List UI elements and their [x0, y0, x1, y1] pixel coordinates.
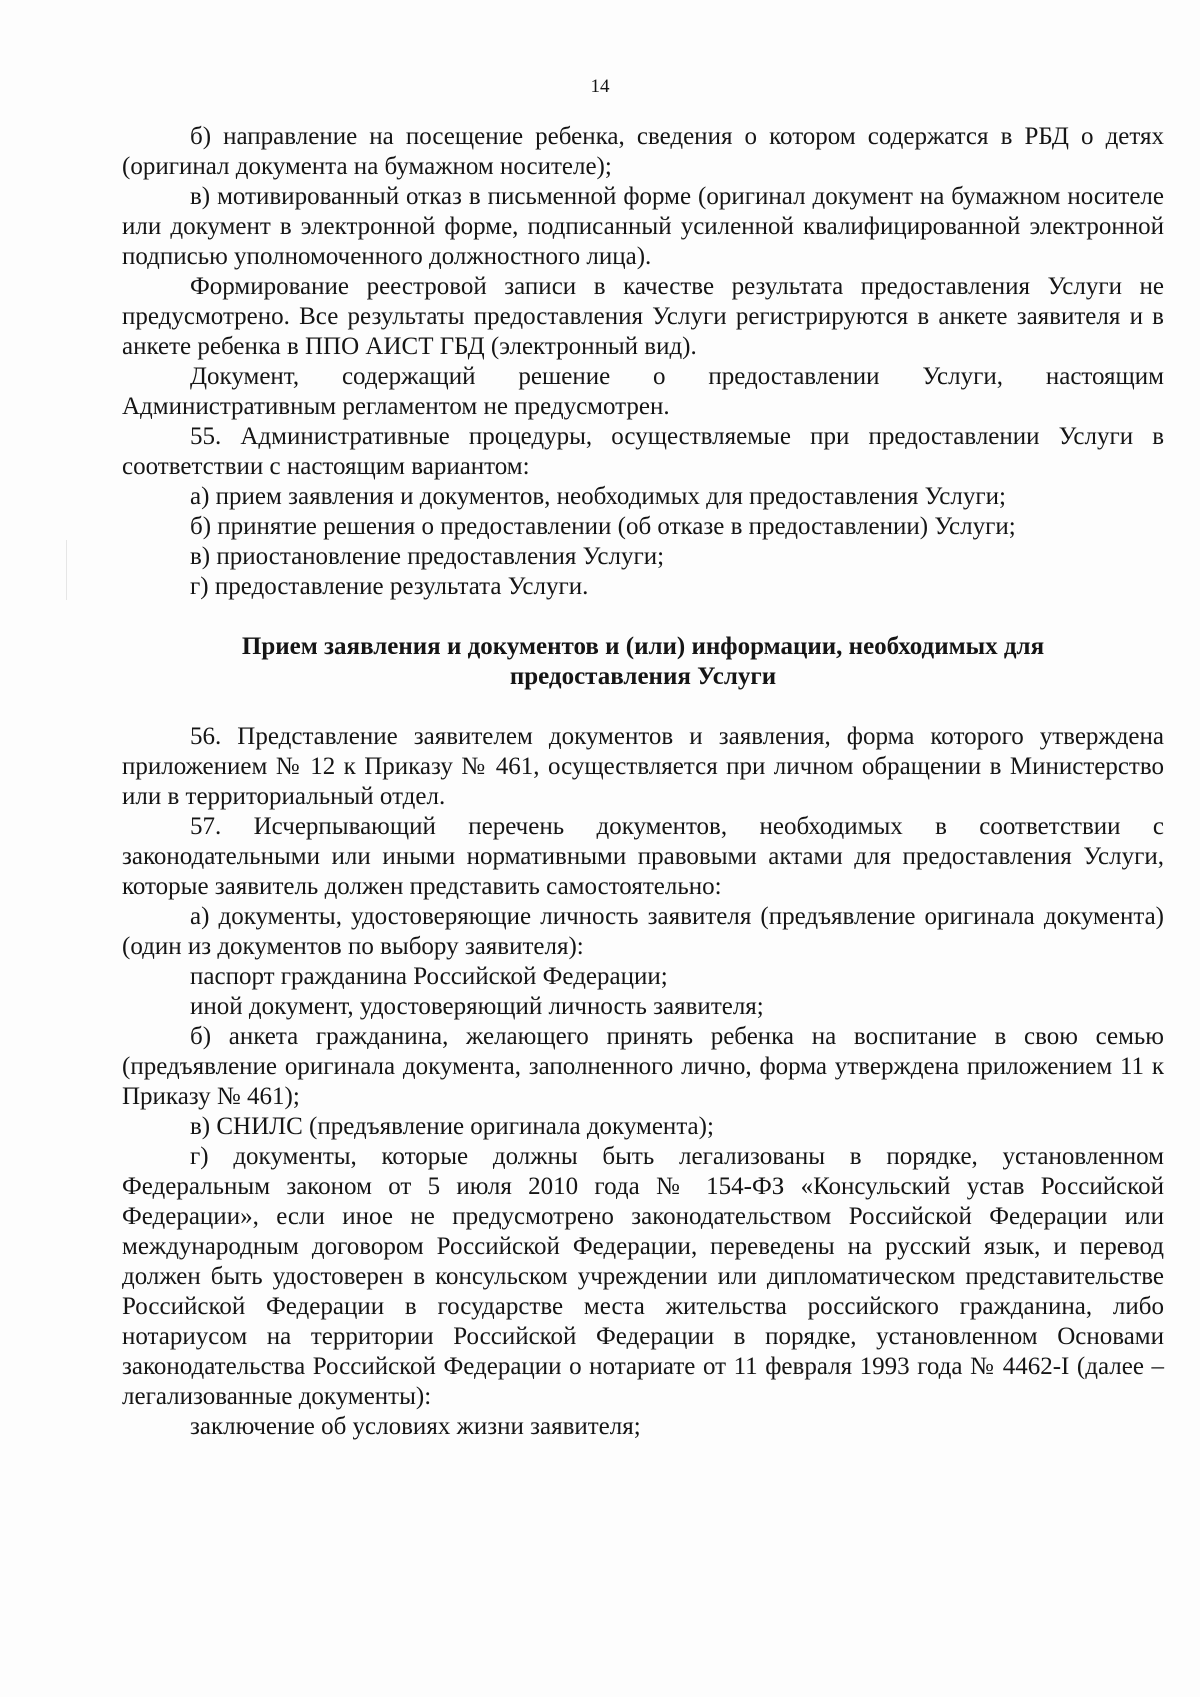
scan-margin-mark — [66, 540, 67, 600]
list-item-living-conditions: заключение об условиях жизни заявителя; — [190, 1413, 641, 1440]
spacer — [122, 602, 1164, 632]
paragraph-decision-document: Документ, содержащий решение о предоставлении Услуги, настоящим Административным регламентом не предусмотрен. — [122, 363, 1164, 420]
list-item-passport: паспорт гражданина Российской Федерации; — [190, 963, 668, 990]
list-item-other-identity-document: иной документ, удостоверяющий личность заявителя; — [190, 993, 764, 1020]
page-number: 14 — [590, 76, 610, 97]
list-item-g-legalized-documents: г) документы, которые должны быть легализованы в порядке, установленном Федеральным законом от 5 июля 2010 года № 154-ФЗ «Консульский устав Российской Федерации», если иное не предусмотрено законодательством Российской Федерации или международным договором Российской Федерации, переведены на русский язык, и перевод должен быть удостоверен в консульском учреждении или дипломатическом представительстве Российской Федерации в государстве места жительства российского гражданина, либо нотариусом на территории Российской Федерации в порядке, установленном Основами законодательства Российской Федерации о нотариате от 11 февраля 1993 года № 4462-I (далее – легализованные документы): — [122, 1143, 1164, 1410]
paragraph-registry-record: Формирование реестровой записи в качестве результата предоставления Услуги не предусмотрено. Все результаты предоставления Услуги регистрируются в анкете заявителя и в анкете ребенка в ППО АИСТ ГБД (электронный вид). — [122, 273, 1164, 360]
paragraph-55: 55. Административные процедуры, осуществляемые при предоставлении Услуги в соответствии с настоящим вариантом: — [122, 423, 1164, 480]
document-body — [122, 122, 1164, 1442]
spacer — [122, 692, 1164, 722]
paragraph-57: 57. Исчерпывающий перечень документов, необходимых в соответствии с законодательными или иными нормативными правовыми актами для предоставления Услуги, которые заявитель должен представить самостоятельно: — [122, 813, 1164, 900]
list-item-b: б) принятие решения о предоставлении (об отказе в предоставлении) Услуги; — [190, 513, 1016, 540]
paragraph-b-referral: б) направление на посещение ребенка, сведения о котором содержатся в РБД о детях (оригинал документа на бумажном носителе); — [122, 123, 1164, 180]
section-heading: Прием заявления и документов и (или) информации, необходимых для предоставления Услуги — [241, 633, 1045, 690]
list-item-v-snils: в) СНИЛС (предъявление оригинала документа); — [190, 1113, 714, 1140]
list-item-g: г) предоставление результата Услуги. — [190, 573, 589, 600]
list-item-v: в) приостановление предоставления Услуги; — [190, 543, 665, 570]
list-item-b-questionnaire: б) анкета гражданина, желающего принять ребенка на воспитание в свою семью (предъявление оригинала документа, заполненного лично, форма утверждена приложением 11 к Приказу № 461); — [122, 1023, 1164, 1110]
list-item-a-identity-documents: а) документы, удостоверяющие личность заявителя (предъявление оригинала документа) (один из документов по выбору заявителя): — [122, 903, 1164, 960]
list-item-a: а) прием заявления и документов, необходимых для предоставления Услуги; — [190, 483, 1006, 510]
paragraph-56: 56. Представление заявителем документов и заявления, форма которого утверждена приложением № 12 к Приказу № 461, осуществляется при личном обращении в Министерство или в территориальный отдел. — [122, 723, 1164, 810]
paragraph-v-refusal: в) мотивированный отказ в письменной форме (оригинал документ на бумажном носителе или документ в электронной форме, подписанный усиленной квалифицированной электронной подписью уполномоченного должностного лица). — [122, 183, 1164, 270]
